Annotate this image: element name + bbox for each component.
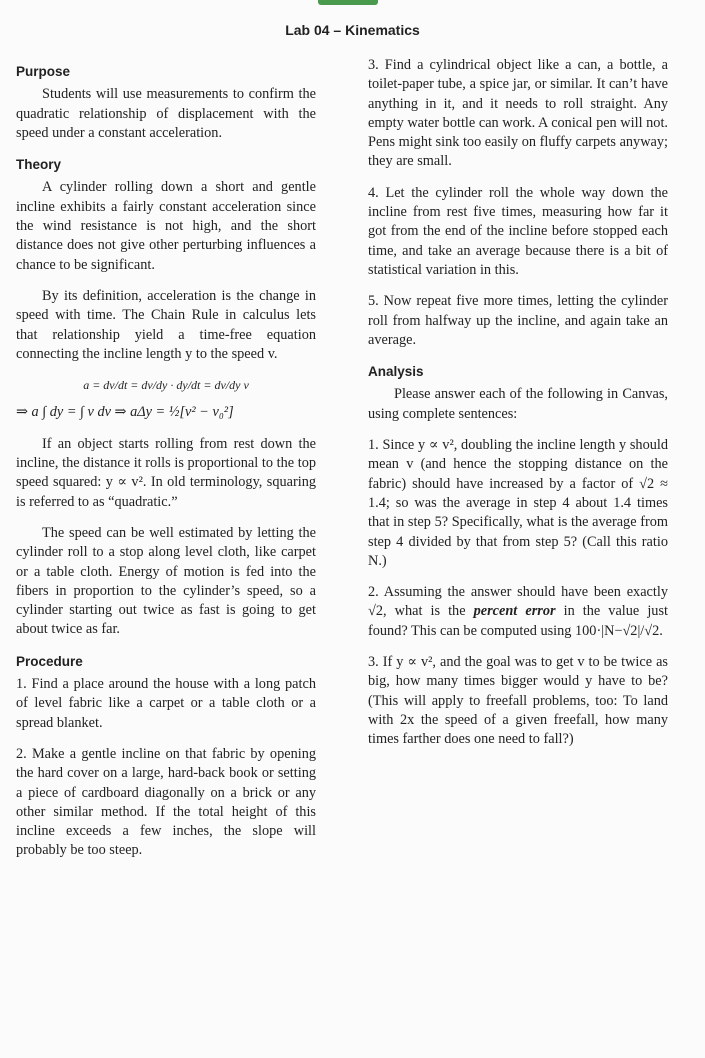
theory-paragraph-4: The speed can be well estimated by letting the cylinder roll to a stop along level cloth, like carpet or a table cloth. Energy of motion is fed into the fibers in proportion to the cylinder’s speed, so a cylinder starting out twice as fast is going to get about twice as far. — [16, 524, 316, 638]
chain-rule-equation: a = dv/dt = dv/dy · dy/dt = dv/dy v — [83, 378, 249, 393]
top-tab-marker — [318, 0, 378, 5]
integral-equation: ⇒ a ∫ dy = ∫ v dv ⇒ aΔy = ½[v² − v₀²] — [16, 404, 234, 421]
theory-paragraph-3: If an object starts rolling from rest down the incline, the distance it rolls is proportional to the top speed squared: y ∝ v². In old terminology, squaring is referred to as “quadratic.” — [16, 435, 316, 510]
analysis-heading: Analysis — [368, 364, 424, 380]
theory-paragraph-2: By its definition, acceleration is the change in speed with time. The Chain Rule in calculus lets that relationship yield a time-free equation connecting the incline length y to the speed v. — [16, 287, 316, 362]
percent-error-term: percent error — [473, 603, 556, 620]
procedure-step-2: 2. Make a gentle incline on that fabric by opening the hard cover on a large, hard-back book or setting a piece of cardboard diagonally on a brick or any other similar method. If the total height of this incline exceeds a few inches, the slope will probably be too steep. — [16, 745, 316, 859]
question-2-part-a: 2. Assuming the answer should have been exactly √2, what is the — [368, 584, 668, 620]
procedure-step-3: 3. Find a cylindrical object like a can, a bottle, a toilet-paper tube, a spice jar, or similar. It can’t have anything in it, and it needs to roll straight. Any empty water bottle can work. A conical pen will not. Pens might sink too easily on fluffy carpets anyway; they are small. — [368, 57, 668, 170]
question-2-part-b: in the value just found? This can be computed using 100·|N−√2|/√2. — [368, 603, 668, 639]
analysis-question-3: 3. If y ∝ v², and the goal was to get v to be twice as big, how many times bigger would y have to be? (This will apply to freefall problems, too: To land with 2x the speed of a given freefall, how many times farther does one need to fall?) — [368, 654, 668, 748]
analysis-intro: Please answer each of the following in Canvas, using complete sentences: — [368, 386, 668, 422]
procedure-step-5: 5. Now repeat five more times, letting the cylinder roll from halfway up the incline, and again take an average. — [368, 293, 668, 348]
theory-heading: Theory — [16, 157, 62, 173]
right-column — [368, 56, 668, 762]
purpose-heading: Purpose — [16, 64, 71, 79]
purpose-text: Students will use measurements to confirm the quadratic relationship of displacement with the speed under a constant acceleration. — [16, 86, 316, 141]
page-title: Lab 04 – Kinematics — [285, 22, 420, 38]
theory-paragraph-1: A cylinder rolling down a short and gentle incline exhibits a fairly constant acceleration since the wind resistance is not high, and the short distance does not give other perturbing influences a chance to be significant. — [16, 179, 316, 273]
procedure-step-1: 1. Find a place around the house with a long patch of level fabric like a carpet or a table cloth or a spread blanket. — [16, 676, 316, 731]
procedure-step-4: 4. Let the cylinder roll the whole way down the incline from rest five times, measuring how far it got from the end of the incline before stopped each time, and take an average because there is a bit of statistical variation in this. — [368, 184, 668, 278]
left-column — [16, 56, 316, 873]
analysis-question-2 — [368, 583, 668, 641]
procedure-heading: Procedure — [16, 653, 83, 669]
analysis-question-1: 1. Since y ∝ v², doubling the incline length y should mean v (and hence the stopping distance on the fabric) should have increased by a factor of √2 ≈ 1.4; so was the average in step 4 about 1.4 times that in step 5? Specifically, what is the average from step 4 divided by that from step 5? (Call this ratio N.) — [368, 437, 668, 569]
